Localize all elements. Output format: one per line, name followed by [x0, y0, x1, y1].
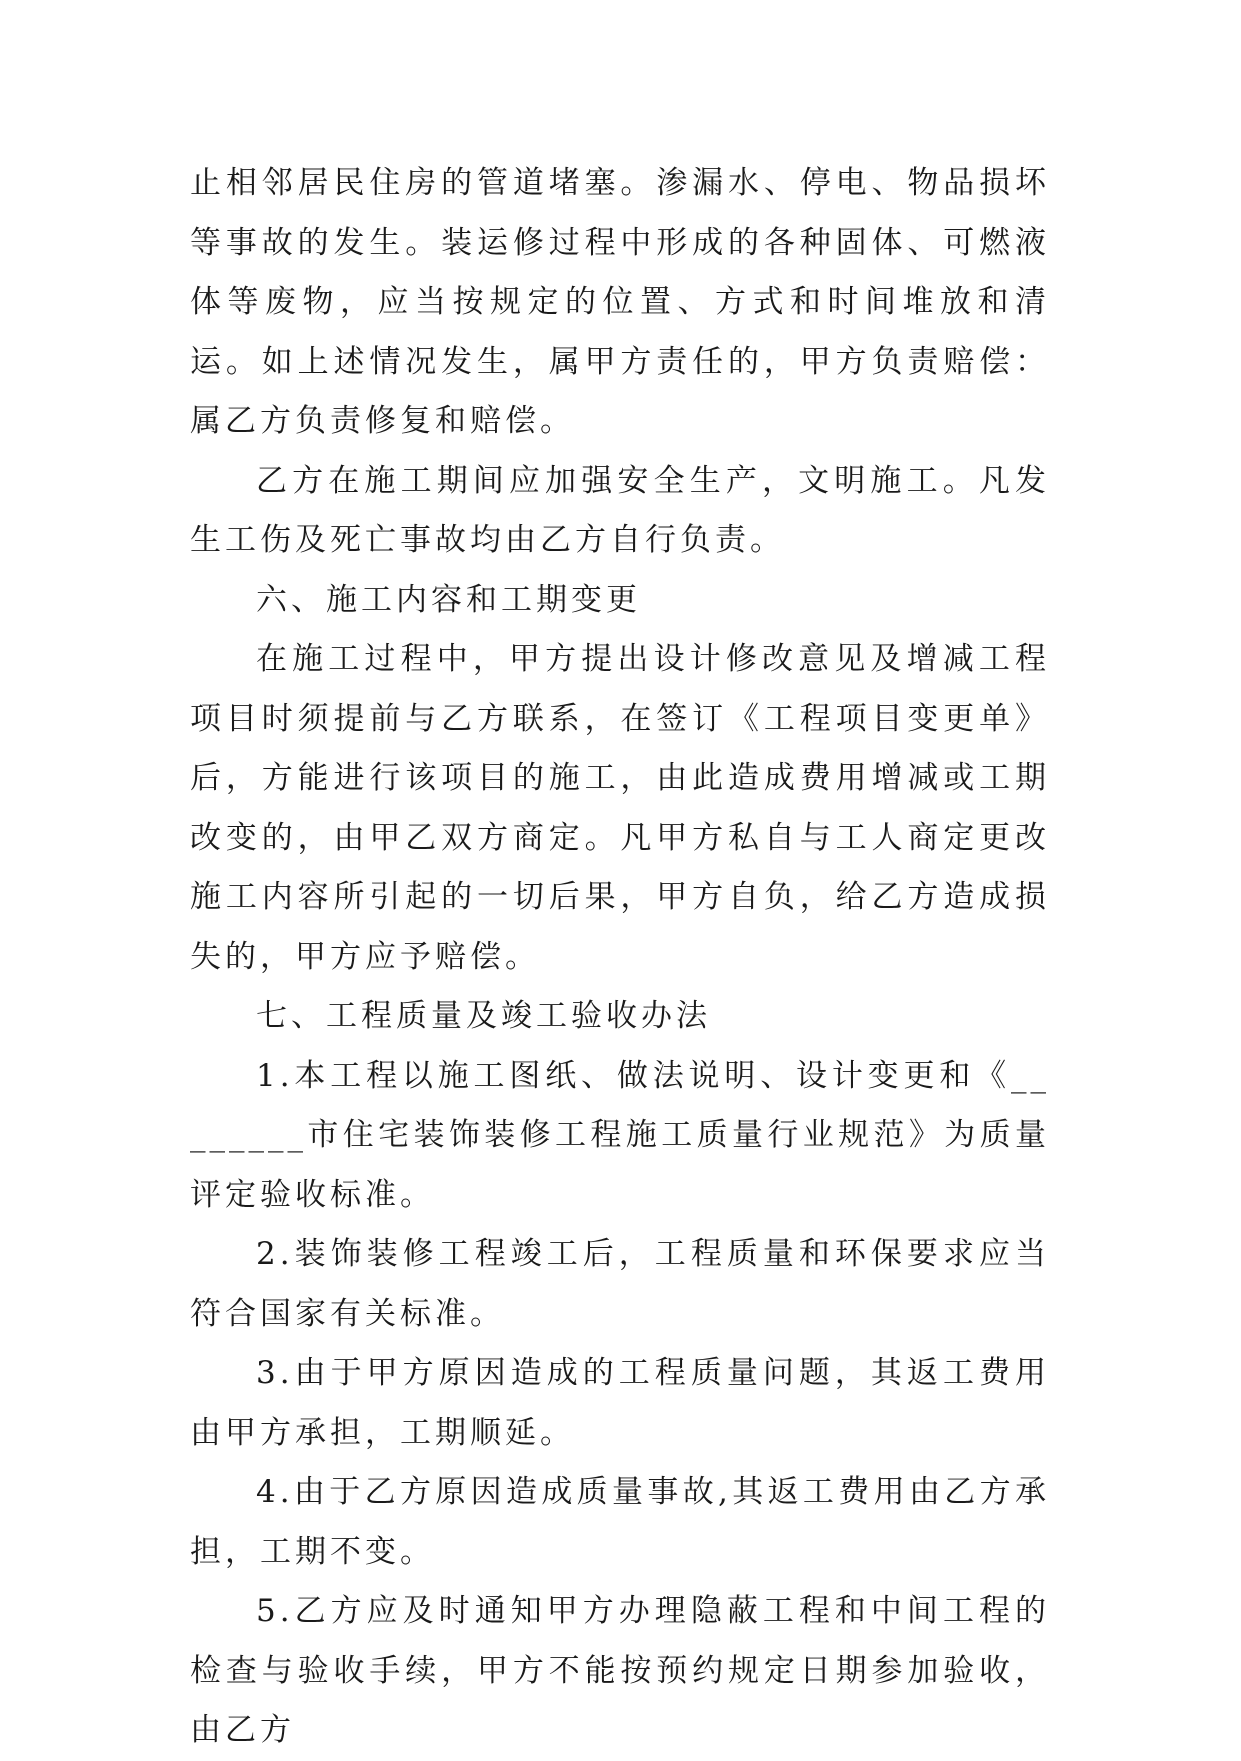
- clause-4-party-b-rework: 4.由于乙方原因造成质量事故,其返工费用由乙方承担，工期不变。: [190, 1474, 1050, 1570]
- section-heading-quality-acceptance: 七、工程质量及竣工验收办法: [256, 998, 711, 1034]
- clause-5-concealed-works-inspection: 5.乙方应及时通知甲方办理隐蔽工程和中间工程的检查与验收手续，甲方不能按预约规定日期参加验收，由乙方: [190, 1593, 1050, 1748]
- section-heading-content-changes: 六、施工内容和工期变更: [256, 581, 641, 618]
- paragraph-design-modifications: 在施工过程中，甲方提出设计修改意见及增减工程项目时须提前与乙方联系，在签订《工程项目变更单》后，方能进行该项目的施工，由此造成费用增减或工期改变的，由甲乙双方商定。凡甲方私自与工人商定更改施工内容所引起的一切后果，甲方自负，给乙方造成损失的，甲方应予赔偿。: [190, 641, 1050, 975]
- paragraph-safety-production: 乙方在施工期间应加强安全生产，文明施工。凡发生工伤及死亡事故均由乙方自行负责。: [190, 462, 1050, 558]
- clause-1-quality-standard: 1.本工程以施工图纸、做法说明、设计变更和《________市住宅装饰装修工程施工质量行业规范》为质量评定验收标准。: [190, 1057, 1050, 1213]
- clause-3-party-a-rework: 3.由于甲方原因造成的工程质量问题，其返工费用由甲方承担，工期顺延。: [190, 1355, 1050, 1451]
- paragraph-pipe-blockage: 止相邻居民住房的管道堵塞。渗漏水、停电、物品损坏等事故的发生。装运修过程中形成的各种固体、可燃液体等废物，应当按规定的位置、方式和时间堆放和清运。如上述情况发生，属甲方责任的，甲方负责赔偿：属乙方负责修复和赔偿。: [190, 165, 1050, 439]
- document-body: [190, 154, 1050, 1761]
- clause-2-completion-requirements: 2.装饰装修工程竣工后，工程质量和环保要求应当符合国家有关标准。: [190, 1236, 1050, 1332]
